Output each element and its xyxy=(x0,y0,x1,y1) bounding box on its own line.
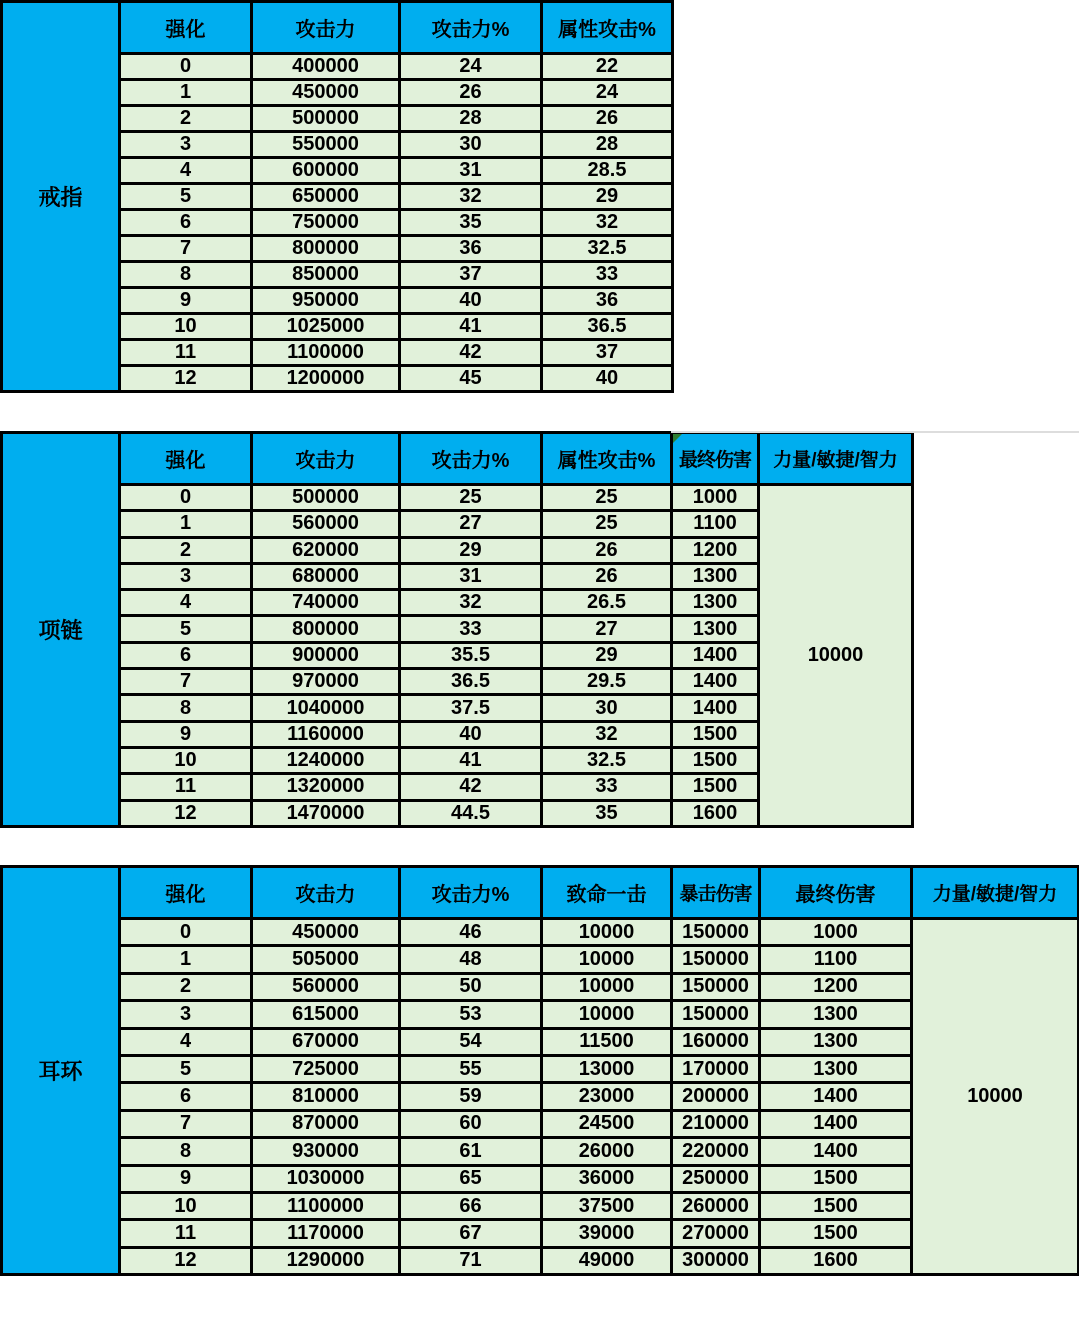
cell-attack-percent: 40 xyxy=(401,723,543,749)
necklace-header-row xyxy=(3,434,914,486)
col-header-critical-hit: 致命一击 xyxy=(543,868,673,920)
faint-gridline xyxy=(671,431,1079,433)
cell-attack-percent: 44.5 xyxy=(401,802,543,828)
cell-attack-percent: 45 xyxy=(401,367,543,393)
cell-enhance-level: 7 xyxy=(121,237,253,263)
section-label-ring: 戒指 xyxy=(3,3,121,393)
cell-attack-percent: 37 xyxy=(401,263,543,289)
cell-enhance-level: 5 xyxy=(121,185,253,211)
cell-enhance-level: 12 xyxy=(121,802,253,828)
cell-attack: 1100000 xyxy=(253,341,401,367)
cell-enhance-level: 9 xyxy=(121,723,253,749)
cell-attack-percent: 24 xyxy=(401,55,543,81)
table-row xyxy=(3,486,914,512)
cell-final-damage: 1300 xyxy=(761,1002,913,1029)
cell-elemental-attack-percent: 26.5 xyxy=(543,591,673,617)
cell-attack: 505000 xyxy=(253,947,401,974)
cell-attack: 680000 xyxy=(253,565,401,591)
merged-stats-cell: 10000 xyxy=(760,486,914,828)
cell-final-damage: 1400 xyxy=(673,644,760,670)
cell-elemental-attack-percent: 28.5 xyxy=(543,159,674,185)
cell-enhance-level: 2 xyxy=(121,975,253,1002)
cell-attack: 810000 xyxy=(253,1084,401,1111)
cell-final-damage: 1200 xyxy=(761,975,913,1002)
cell-attack: 950000 xyxy=(253,289,401,315)
cell-enhance-level: 0 xyxy=(121,920,253,947)
cell-attack: 725000 xyxy=(253,1057,401,1084)
cell-attack-percent: 31 xyxy=(401,565,543,591)
cell-attack: 650000 xyxy=(253,185,401,211)
cell-enhance-level: 4 xyxy=(121,159,253,185)
col-header-elemental-attack-percent: 属性攻击% xyxy=(543,3,674,55)
cell-attack: 1200000 xyxy=(253,367,401,393)
cell-enhance-level: 2 xyxy=(121,107,253,133)
cell-enhance-level: 6 xyxy=(121,644,253,670)
cell-enhance-level: 0 xyxy=(121,486,253,512)
cell-attack-percent: 36.5 xyxy=(401,670,543,696)
cell-attack: 670000 xyxy=(253,1030,401,1057)
col-header-elemental-attack-percent: 属性攻击% xyxy=(543,434,673,486)
col-header-stats: 力量/敏捷/智力 xyxy=(913,868,1079,920)
cell-attack: 1170000 xyxy=(253,1221,401,1248)
cell-final-damage: 1300 xyxy=(673,591,760,617)
cell-final-damage: 1000 xyxy=(673,486,760,512)
cell-final-damage: 1300 xyxy=(673,565,760,591)
cell-enhance-level: 9 xyxy=(121,289,253,315)
cell-elemental-attack-percent: 40 xyxy=(543,367,674,393)
cell-elemental-attack-percent: 27 xyxy=(543,617,673,643)
cell-attack-percent: 33 xyxy=(401,617,543,643)
cell-attack-percent: 59 xyxy=(401,1084,543,1111)
cell-attack-percent: 48 xyxy=(401,947,543,974)
cell-critical-hit: 10000 xyxy=(543,975,673,1002)
cell-final-damage: 1100 xyxy=(761,947,913,974)
cell-attack: 450000 xyxy=(253,920,401,947)
cell-attack: 850000 xyxy=(253,263,401,289)
cell-crit-damage: 150000 xyxy=(673,920,761,947)
col-header-crit-damage: 暴击伤害 xyxy=(673,868,761,920)
cell-enhance-level: 3 xyxy=(121,565,253,591)
cell-critical-hit: 37500 xyxy=(543,1194,673,1221)
col-header-enhance: 强化 xyxy=(121,868,253,920)
cell-elemental-attack-percent: 32 xyxy=(543,723,673,749)
cell-attack: 500000 xyxy=(253,486,401,512)
cell-enhance-level: 3 xyxy=(121,133,253,159)
cell-attack: 1320000 xyxy=(253,775,401,801)
cell-final-damage: 1000 xyxy=(761,920,913,947)
cell-critical-hit: 13000 xyxy=(543,1057,673,1084)
cell-elemental-attack-percent: 36 xyxy=(543,289,674,315)
cell-elemental-attack-percent: 26 xyxy=(543,565,673,591)
cell-critical-hit: 39000 xyxy=(543,1221,673,1248)
cell-attack: 740000 xyxy=(253,591,401,617)
cell-enhance-level: 0 xyxy=(121,55,253,81)
cell-attack-percent: 25 xyxy=(401,486,543,512)
cell-attack-percent: 29 xyxy=(401,539,543,565)
cell-crit-damage: 260000 xyxy=(673,1194,761,1221)
cell-crit-damage: 220000 xyxy=(673,1139,761,1166)
section-label-necklace: 项链 xyxy=(3,434,121,828)
cell-final-damage: 1300 xyxy=(673,617,760,643)
cell-crit-damage: 250000 xyxy=(673,1167,761,1194)
cell-crit-damage: 210000 xyxy=(673,1112,761,1139)
cell-critical-hit: 49000 xyxy=(543,1249,673,1276)
cell-enhance-level: 2 xyxy=(121,539,253,565)
cell-final-damage: 1600 xyxy=(673,802,760,828)
earring-table xyxy=(0,865,1079,1276)
cell-enhance-level: 11 xyxy=(121,1221,253,1248)
col-header-enhance: 强化 xyxy=(121,3,253,55)
cell-crit-damage: 150000 xyxy=(673,1002,761,1029)
cell-critical-hit: 10000 xyxy=(543,947,673,974)
cell-attack-percent: 71 xyxy=(401,1249,543,1276)
cell-attack: 1160000 xyxy=(253,723,401,749)
cell-attack-percent: 65 xyxy=(401,1167,543,1194)
cell-attack: 1100000 xyxy=(253,1194,401,1221)
cell-enhance-level: 12 xyxy=(121,1249,253,1276)
cell-final-damage: 1300 xyxy=(761,1057,913,1084)
cell-crit-damage: 150000 xyxy=(673,975,761,1002)
cell-enhance-level: 7 xyxy=(121,1112,253,1139)
cell-elemental-attack-percent: 33 xyxy=(543,263,674,289)
cell-attack-percent: 66 xyxy=(401,1194,543,1221)
cell-final-damage: 1500 xyxy=(761,1221,913,1248)
cell-attack: 800000 xyxy=(253,237,401,263)
table-row xyxy=(3,920,1079,947)
cell-final-damage: 1500 xyxy=(673,723,760,749)
cell-attack: 600000 xyxy=(253,159,401,185)
col-header-attack: 攻击力 xyxy=(253,3,401,55)
cell-attack: 1470000 xyxy=(253,802,401,828)
cell-elemental-attack-percent: 28 xyxy=(543,133,674,159)
cell-elemental-attack-percent: 32.5 xyxy=(543,749,673,775)
cell-attack: 550000 xyxy=(253,133,401,159)
cell-attack-percent: 53 xyxy=(401,1002,543,1029)
col-header-attack-percent: 攻击力% xyxy=(401,3,543,55)
cell-attack-percent: 40 xyxy=(401,289,543,315)
cell-crit-damage: 300000 xyxy=(673,1249,761,1276)
cell-final-damage: 1400 xyxy=(673,670,760,696)
cell-elemental-attack-percent: 32 xyxy=(543,211,674,237)
cell-attack-percent: 54 xyxy=(401,1030,543,1057)
cell-critical-hit: 10000 xyxy=(543,1002,673,1029)
ring-header-row xyxy=(3,3,674,55)
cell-critical-hit: 26000 xyxy=(543,1139,673,1166)
cell-attack: 500000 xyxy=(253,107,401,133)
cell-attack: 560000 xyxy=(253,975,401,1002)
earring-header-row xyxy=(3,868,1079,920)
cell-attack: 560000 xyxy=(253,512,401,538)
cell-enhance-level: 6 xyxy=(121,1084,253,1111)
cell-enhance-level: 8 xyxy=(121,1139,253,1166)
merged-stats-cell: 10000 xyxy=(913,920,1079,1276)
cell-attack: 1025000 xyxy=(253,315,401,341)
cell-enhance-level: 8 xyxy=(121,263,253,289)
cell-attack-percent: 41 xyxy=(401,749,543,775)
cell-attack: 900000 xyxy=(253,644,401,670)
col-header-final-damage: 最终伤害 xyxy=(673,434,760,486)
cell-crit-damage: 160000 xyxy=(673,1030,761,1057)
cell-attack: 750000 xyxy=(253,211,401,237)
cell-crit-damage: 270000 xyxy=(673,1221,761,1248)
cell-attack-percent: 60 xyxy=(401,1112,543,1139)
cell-final-damage: 1200 xyxy=(673,539,760,565)
cell-enhance-level: 3 xyxy=(121,1002,253,1029)
cell-elemental-attack-percent: 26 xyxy=(543,107,674,133)
cell-attack: 870000 xyxy=(253,1112,401,1139)
cell-enhance-level: 8 xyxy=(121,696,253,722)
cell-elemental-attack-percent: 32.5 xyxy=(543,237,674,263)
cell-final-damage: 1500 xyxy=(761,1167,913,1194)
cell-final-damage: 1500 xyxy=(673,749,760,775)
cell-attack: 1040000 xyxy=(253,696,401,722)
cell-attack-percent: 67 xyxy=(401,1221,543,1248)
col-header-final-damage: 最终伤害 xyxy=(761,868,913,920)
cell-enhance-level: 12 xyxy=(121,367,253,393)
cell-attack: 1240000 xyxy=(253,749,401,775)
col-header-attack-percent: 攻击力% xyxy=(401,868,543,920)
cell-attack-percent: 32 xyxy=(401,591,543,617)
cell-final-damage: 1500 xyxy=(673,775,760,801)
cell-elemental-attack-percent: 25 xyxy=(543,486,673,512)
cell-crit-damage: 200000 xyxy=(673,1084,761,1111)
col-header-stats: 力量/敏捷/智力 xyxy=(760,434,914,486)
cell-enhance-level: 1 xyxy=(121,947,253,974)
cell-elemental-attack-percent: 35 xyxy=(543,802,673,828)
cell-attack-percent: 46 xyxy=(401,920,543,947)
section-label-earring: 耳环 xyxy=(3,868,121,1276)
cell-elemental-attack-percent: 24 xyxy=(543,81,674,107)
cell-enhance-level: 6 xyxy=(121,211,253,237)
cell-elemental-attack-percent: 30 xyxy=(543,696,673,722)
cell-attack-percent: 35 xyxy=(401,211,543,237)
cell-attack-percent: 37.5 xyxy=(401,696,543,722)
cell-attack-percent: 26 xyxy=(401,81,543,107)
cell-attack: 450000 xyxy=(253,81,401,107)
cell-elemental-attack-percent: 29.5 xyxy=(543,670,673,696)
cell-crit-damage: 150000 xyxy=(673,947,761,974)
cell-critical-hit: 11500 xyxy=(543,1030,673,1057)
cell-attack-percent: 55 xyxy=(401,1057,543,1084)
cell-attack: 800000 xyxy=(253,617,401,643)
cell-final-damage: 1100 xyxy=(673,512,760,538)
cell-final-damage: 1400 xyxy=(761,1112,913,1139)
cell-enhance-level: 7 xyxy=(121,670,253,696)
cell-attack-percent: 50 xyxy=(401,975,543,1002)
cell-enhance-level: 11 xyxy=(121,341,253,367)
cell-attack: 615000 xyxy=(253,1002,401,1029)
cell-enhance-level: 11 xyxy=(121,775,253,801)
cell-crit-damage: 170000 xyxy=(673,1057,761,1084)
cell-critical-hit: 10000 xyxy=(543,920,673,947)
cell-attack-percent: 42 xyxy=(401,341,543,367)
cell-attack: 930000 xyxy=(253,1139,401,1166)
cell-attack-percent: 31 xyxy=(401,159,543,185)
col-header-attack-percent: 攻击力% xyxy=(401,434,543,486)
cell-elemental-attack-percent: 25 xyxy=(543,512,673,538)
ring-table xyxy=(0,0,674,393)
cell-attack-percent: 41 xyxy=(401,315,543,341)
cell-attack-percent: 42 xyxy=(401,775,543,801)
cell-enhance-level: 5 xyxy=(121,1057,253,1084)
cell-elemental-attack-percent: 22 xyxy=(543,55,674,81)
comment-marker-icon xyxy=(673,434,682,443)
col-header-attack: 攻击力 xyxy=(253,434,401,486)
cell-elemental-attack-percent: 26 xyxy=(543,539,673,565)
cell-enhance-level: 4 xyxy=(121,591,253,617)
cell-enhance-level: 10 xyxy=(121,749,253,775)
col-header-attack: 攻击力 xyxy=(253,868,401,920)
cell-attack-percent: 36 xyxy=(401,237,543,263)
cell-attack-percent: 28 xyxy=(401,107,543,133)
cell-final-damage: 1400 xyxy=(761,1139,913,1166)
cell-enhance-level: 1 xyxy=(121,81,253,107)
cell-enhance-level: 1 xyxy=(121,512,253,538)
cell-enhance-level: 4 xyxy=(121,1030,253,1057)
cell-attack: 400000 xyxy=(253,55,401,81)
necklace-table xyxy=(0,431,914,828)
cell-attack: 1290000 xyxy=(253,1249,401,1276)
col-header-enhance: 强化 xyxy=(121,434,253,486)
cell-attack-percent: 35.5 xyxy=(401,644,543,670)
cell-critical-hit: 23000 xyxy=(543,1084,673,1111)
cell-enhance-level: 9 xyxy=(121,1167,253,1194)
cell-attack-percent: 27 xyxy=(401,512,543,538)
cell-attack: 1030000 xyxy=(253,1167,401,1194)
cell-final-damage: 1600 xyxy=(761,1249,913,1276)
cell-final-damage: 1300 xyxy=(761,1030,913,1057)
cell-critical-hit: 24500 xyxy=(543,1112,673,1139)
cell-attack: 620000 xyxy=(253,539,401,565)
cell-enhance-level: 10 xyxy=(121,315,253,341)
cell-attack-percent: 61 xyxy=(401,1139,543,1166)
cell-elemental-attack-percent: 29 xyxy=(543,644,673,670)
cell-enhance-level: 5 xyxy=(121,617,253,643)
cell-attack-percent: 32 xyxy=(401,185,543,211)
cell-final-damage: 1400 xyxy=(673,696,760,722)
cell-final-damage: 1400 xyxy=(761,1084,913,1111)
cell-elemental-attack-percent: 29 xyxy=(543,185,674,211)
cell-elemental-attack-percent: 33 xyxy=(543,775,673,801)
cell-critical-hit: 36000 xyxy=(543,1167,673,1194)
cell-enhance-level: 10 xyxy=(121,1194,253,1221)
cell-attack-percent: 30 xyxy=(401,133,543,159)
cell-elemental-attack-percent: 37 xyxy=(543,341,674,367)
cell-final-damage: 1500 xyxy=(761,1194,913,1221)
cell-attack: 970000 xyxy=(253,670,401,696)
cell-elemental-attack-percent: 36.5 xyxy=(543,315,674,341)
